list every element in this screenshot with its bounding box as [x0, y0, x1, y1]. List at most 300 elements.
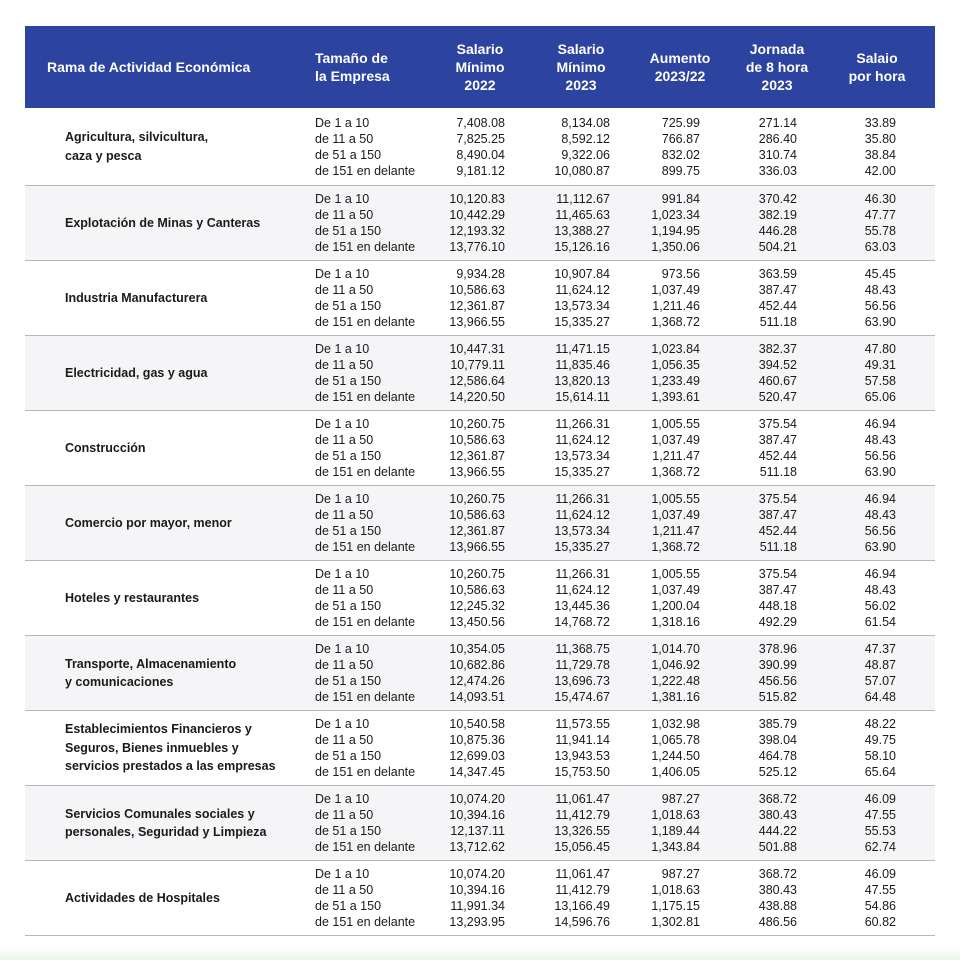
table-row — [25, 282, 935, 298]
activity-group — [25, 411, 935, 486]
daily-wage-cell: 398.04 — [758, 733, 797, 747]
table-row — [25, 764, 935, 780]
min-salary-2023-cell: 8,592.12 — [561, 132, 610, 146]
min-salary-2023-cell: 8,134.08 — [561, 116, 610, 130]
company-size-cell: de 151 en delante — [315, 615, 416, 629]
daily-wage-cell: 387.47 — [758, 583, 797, 597]
activity-branch-label: Servicios Comunales sociales y personales, Seguridad y Limpieza — [65, 806, 267, 839]
daily-wage-cell: 452.44 — [758, 524, 797, 538]
company-size-cell: de 51 a 150 — [315, 749, 382, 763]
table-row — [25, 373, 935, 389]
min-salary-2022-cell: 10,354.05 — [449, 642, 505, 656]
company-size-cell: de 51 a 150 — [315, 374, 382, 388]
min-salary-2022-cell: 13,966.55 — [449, 465, 505, 479]
increase-cell: 1,244.50 — [651, 749, 700, 763]
increase-cell: 1,194.95 — [651, 224, 700, 238]
min-salary-2023-cell: 11,061.47 — [555, 867, 610, 881]
table-row — [25, 266, 935, 282]
daily-wage-cell: 525.12 — [758, 765, 797, 779]
activity-group — [25, 561, 935, 636]
min-salary-2023-cell: 11,941.14 — [555, 733, 610, 747]
min-salary-2023-cell: 15,126.16 — [554, 240, 610, 254]
table-row — [25, 464, 935, 480]
increase-cell: 1,368.72 — [651, 315, 700, 329]
company-size-cell: de 11 a 50 — [315, 208, 374, 222]
min-salary-2022-cell: 14,220.50 — [449, 390, 505, 404]
company-size-cell: de 11 a 50 — [315, 733, 374, 747]
increase-cell: 832.02 — [661, 148, 700, 162]
increase-cell: 1,233.49 — [651, 374, 700, 388]
increase-cell: 1,037.49 — [651, 283, 700, 297]
table-row — [25, 314, 935, 330]
increase-cell: 1,018.63 — [651, 808, 700, 822]
hourly-wage-cell: 48.43 — [864, 583, 896, 597]
header-hourly-salary: Salaio por hora — [848, 50, 906, 84]
daily-wage-cell: 378.96 — [758, 642, 797, 656]
activity-group — [25, 786, 935, 861]
min-salary-2022-cell: 10,260.75 — [449, 567, 505, 581]
company-size-cell: De 1 a 10 — [315, 492, 370, 506]
daily-wage-cell: 390.99 — [758, 658, 797, 672]
daily-wage-cell: 363.59 — [758, 267, 797, 281]
min-salary-2022-cell: 12,137.11 — [450, 824, 505, 838]
table-row — [25, 614, 935, 630]
header-min-salary-2023: Salario Mínimo 2023 — [556, 41, 606, 93]
min-salary-2022-cell: 12,361.87 — [449, 524, 505, 538]
table-header — [25, 26, 935, 108]
increase-cell: 1,032.98 — [651, 717, 700, 731]
hourly-wage-cell: 46.94 — [864, 492, 896, 506]
daily-wage-cell: 452.44 — [758, 299, 797, 313]
hourly-wage-cell: 63.90 — [864, 465, 896, 479]
table-row — [25, 657, 935, 673]
min-salary-2022-cell: 12,699.03 — [449, 749, 505, 763]
min-salary-2023-cell: 15,614.11 — [555, 390, 610, 404]
company-size-cell: de 51 a 150 — [315, 599, 382, 613]
increase-cell: 1,211.46 — [652, 299, 700, 313]
min-salary-2023-cell: 11,624.12 — [555, 433, 610, 447]
min-salary-2023-cell: 11,624.12 — [555, 508, 610, 522]
min-salary-2023-cell: 15,335.27 — [554, 465, 610, 479]
increase-cell: 1,211.47 — [652, 449, 700, 463]
hourly-wage-cell: 42.00 — [864, 164, 896, 178]
activity-branch-label: Industria Manufacturera — [65, 290, 208, 305]
min-salary-2023-cell: 13,388.27 — [554, 224, 610, 238]
hourly-wage-cell: 48.22 — [864, 717, 896, 731]
daily-wage-cell: 464.78 — [758, 749, 797, 763]
increase-cell: 1,018.63 — [651, 883, 700, 897]
hourly-wage-cell: 63.90 — [864, 315, 896, 329]
increase-cell: 1,014.70 — [651, 642, 700, 656]
table-row — [25, 791, 935, 807]
hourly-wage-cell: 46.94 — [864, 417, 896, 431]
table-row — [25, 357, 935, 373]
company-size-cell: de 11 a 50 — [315, 283, 374, 297]
company-size-cell: de 11 a 50 — [315, 808, 374, 822]
daily-wage-cell: 387.47 — [758, 433, 797, 447]
table-row — [25, 566, 935, 582]
min-salary-2022-cell: 10,394.16 — [449, 808, 505, 822]
min-salary-2023-cell: 13,166.49 — [554, 899, 610, 913]
table-row — [25, 207, 935, 223]
min-salary-2022-cell: 12,474.26 — [449, 674, 505, 688]
min-salary-2023-cell: 13,820.13 — [554, 374, 610, 388]
min-salary-2022-cell: 10,074.20 — [449, 867, 505, 881]
hourly-wage-cell: 46.94 — [864, 567, 896, 581]
activity-branch-label: Comercio por mayor, menor — [65, 515, 232, 530]
table-row — [25, 389, 935, 405]
hourly-wage-cell: 56.56 — [864, 524, 896, 538]
increase-cell: 1,175.15 — [651, 899, 700, 913]
hourly-wage-cell: 58.10 — [864, 749, 896, 763]
hourly-wage-cell: 35.80 — [864, 132, 896, 146]
increase-cell: 1,005.55 — [651, 492, 700, 506]
hourly-wage-cell: 48.87 — [864, 658, 896, 672]
activity-branch-label: Agricultura, silvicultura, caza y pesca — [65, 130, 209, 163]
min-salary-2022-cell: 12,586.64 — [449, 374, 505, 388]
min-salary-2023-cell: 11,471.15 — [555, 342, 610, 356]
table-row — [25, 582, 935, 598]
hourly-wage-cell: 55.78 — [864, 224, 896, 238]
min-salary-2023-cell: 13,696.73 — [554, 674, 610, 688]
min-salary-2022-cell: 10,875.36 — [449, 733, 505, 747]
table-row — [25, 898, 935, 914]
activity-group — [25, 108, 935, 186]
company-size-cell: de 151 en delante — [315, 915, 416, 929]
min-salary-2023-cell: 13,326.55 — [554, 824, 610, 838]
daily-wage-cell: 382.19 — [758, 208, 797, 222]
table-row — [25, 223, 935, 239]
min-salary-2023-cell: 15,335.27 — [554, 315, 610, 329]
daily-wage-cell: 370.42 — [758, 192, 797, 206]
min-salary-2022-cell: 10,260.75 — [449, 492, 505, 506]
min-salary-2022-cell: 10,260.75 — [449, 417, 505, 431]
company-size-cell: De 1 a 10 — [315, 417, 370, 431]
activity-group — [25, 336, 935, 411]
header-branch: Rama de Actividad Económica — [47, 59, 251, 75]
daily-wage-cell: 394.52 — [758, 358, 797, 372]
min-salary-2023-cell: 14,596.76 — [554, 915, 610, 929]
daily-wage-cell: 375.54 — [758, 492, 797, 506]
increase-cell: 973.56 — [661, 267, 700, 281]
min-salary-2022-cell: 10,682.86 — [449, 658, 505, 672]
min-salary-2023-cell: 15,056.45 — [554, 840, 610, 854]
table-row — [25, 914, 935, 930]
table-row — [25, 416, 935, 432]
company-size-cell: de 11 a 50 — [315, 883, 374, 897]
daily-wage-cell: 460.67 — [758, 374, 797, 388]
min-salary-2022-cell: 10,779.11 — [450, 358, 505, 372]
company-size-cell: de 151 en delante — [315, 765, 416, 779]
increase-cell: 899.75 — [661, 164, 700, 178]
min-salary-2022-cell: 10,586.63 — [449, 283, 505, 297]
table-row — [25, 807, 935, 823]
company-size-cell: De 1 a 10 — [315, 116, 370, 130]
table-row — [25, 507, 935, 523]
min-salary-2023-cell: 11,624.12 — [555, 583, 610, 597]
company-size-cell: de 51 a 150 — [315, 899, 382, 913]
company-size-cell: de 151 en delante — [315, 540, 416, 554]
min-salary-2022-cell: 10,540.58 — [449, 717, 505, 731]
min-salary-2022-cell: 13,293.95 — [449, 915, 505, 929]
activity-branch-label: Actividades de Hospitales — [65, 890, 220, 905]
hourly-wage-cell: 47.77 — [864, 208, 896, 222]
company-size-cell: de 51 a 150 — [315, 148, 382, 162]
table-body — [25, 108, 935, 936]
increase-cell: 1,368.72 — [651, 540, 700, 554]
bottom-shade — [0, 948, 960, 960]
company-size-cell: De 1 a 10 — [315, 192, 370, 206]
header-8-hour-day: Jornada de 8 hora 2023 — [745, 41, 809, 93]
daily-wage-cell: 380.43 — [758, 808, 797, 822]
min-salary-2022-cell: 7,408.08 — [456, 116, 505, 130]
min-salary-2023-cell: 11,465.63 — [555, 208, 610, 222]
min-salary-2022-cell: 10,586.63 — [449, 583, 505, 597]
daily-wage-cell: 448.18 — [758, 599, 797, 613]
increase-cell: 1,381.16 — [651, 690, 700, 704]
hourly-wage-cell: 56.02 — [864, 599, 896, 613]
min-salary-2022-cell: 10,394.16 — [449, 883, 505, 897]
increase-cell: 987.27 — [661, 792, 700, 806]
min-salary-2023-cell: 15,335.27 — [554, 540, 610, 554]
daily-wage-cell: 271.14 — [758, 116, 797, 130]
activity-branch-label: Hoteles y restaurantes — [65, 590, 200, 605]
min-salary-2023-cell: 15,753.50 — [554, 765, 610, 779]
increase-cell: 1,005.55 — [651, 567, 700, 581]
min-salary-2023-cell: 11,112.67 — [556, 192, 610, 206]
min-salary-2023-cell: 13,573.34 — [554, 449, 610, 463]
min-salary-2022-cell: 13,966.55 — [449, 540, 505, 554]
min-salary-2022-cell: 14,347.45 — [449, 765, 505, 779]
min-salary-2023-cell: 11,624.12 — [555, 283, 610, 297]
hourly-wage-cell: 57.07 — [864, 674, 896, 688]
company-size-cell: de 51 a 150 — [315, 224, 382, 238]
daily-wage-cell: 515.82 — [758, 690, 797, 704]
table-row — [25, 882, 935, 898]
increase-cell: 725.99 — [661, 116, 700, 130]
table-row — [25, 448, 935, 464]
hourly-wage-cell: 47.80 — [864, 342, 896, 356]
increase-cell: 1,211.47 — [652, 524, 700, 538]
table-row — [25, 641, 935, 657]
daily-wage-cell: 452.44 — [758, 449, 797, 463]
activity-group — [25, 486, 935, 561]
company-size-cell: de 11 a 50 — [315, 358, 374, 372]
company-size-cell: de 11 a 50 — [315, 508, 374, 522]
daily-wage-cell: 501.88 — [758, 840, 797, 854]
company-size-cell: de 51 a 150 — [315, 824, 382, 838]
company-size-cell: de 51 a 150 — [315, 674, 382, 688]
company-size-cell: de 11 a 50 — [315, 433, 374, 447]
hourly-wage-cell: 54.86 — [864, 899, 896, 913]
min-salary-2022-cell: 10,442.29 — [449, 208, 505, 222]
min-salary-2023-cell: 13,573.34 — [554, 299, 610, 313]
min-salary-2022-cell: 9,181.12 — [456, 164, 505, 178]
daily-wage-cell: 310.74 — [758, 148, 797, 162]
increase-cell: 987.27 — [661, 867, 700, 881]
daily-wage-cell: 456.56 — [758, 674, 797, 688]
increase-cell: 1,343.84 — [651, 840, 700, 854]
company-size-cell: de 11 a 50 — [315, 583, 374, 597]
company-size-cell: de 11 a 50 — [315, 658, 374, 672]
daily-wage-cell: 446.28 — [758, 224, 797, 238]
min-salary-2022-cell: 12,245.32 — [449, 599, 505, 613]
hourly-wage-cell: 56.56 — [864, 449, 896, 463]
min-salary-2022-cell: 13,966.55 — [449, 315, 505, 329]
hourly-wage-cell: 38.84 — [864, 148, 896, 162]
activity-branch-label: Construcción — [65, 440, 146, 455]
increase-cell: 1,302.81 — [651, 915, 700, 929]
table-row — [25, 239, 935, 255]
min-salary-2023-cell: 10,080.87 — [554, 164, 610, 178]
activity-group — [25, 711, 935, 786]
min-salary-2023-cell: 11,412.79 — [555, 883, 610, 897]
hourly-wage-cell: 47.55 — [864, 808, 896, 822]
increase-cell: 1,393.61 — [651, 390, 700, 404]
min-salary-2023-cell: 11,729.78 — [555, 658, 610, 672]
table-row — [25, 491, 935, 507]
table-row — [25, 523, 935, 539]
daily-wage-cell: 520.47 — [758, 390, 797, 404]
hourly-wage-cell: 48.43 — [864, 433, 896, 447]
daily-wage-cell: 511.18 — [759, 540, 797, 554]
increase-cell: 1,189.44 — [651, 824, 700, 838]
min-salary-2022-cell: 8,490.04 — [456, 148, 505, 162]
min-salary-2023-cell: 11,412.79 — [555, 808, 610, 822]
min-salary-2023-cell: 9,322.06 — [561, 148, 610, 162]
min-salary-2022-cell: 9,934.28 — [456, 267, 505, 281]
min-salary-2022-cell: 13,776.10 — [449, 240, 505, 254]
company-size-cell: de 51 a 150 — [315, 299, 382, 313]
hourly-wage-cell: 48.43 — [864, 283, 896, 297]
increase-cell: 1,037.49 — [651, 433, 700, 447]
table-row — [25, 689, 935, 705]
increase-cell: 1,005.55 — [651, 417, 700, 431]
hourly-wage-cell: 46.30 — [864, 192, 896, 206]
daily-wage-cell: 375.54 — [758, 417, 797, 431]
min-salary-2023-cell: 11,368.75 — [555, 642, 610, 656]
table-row — [25, 539, 935, 555]
hourly-wage-cell: 64.48 — [864, 690, 896, 704]
daily-wage-cell: 444.22 — [758, 824, 797, 838]
hourly-wage-cell: 46.09 — [864, 792, 896, 806]
daily-wage-cell: 504.21 — [758, 240, 797, 254]
hourly-wage-cell: 63.03 — [864, 240, 896, 254]
company-size-cell: De 1 a 10 — [315, 867, 370, 881]
increase-cell: 1,222.48 — [651, 674, 700, 688]
company-size-cell: de 11 a 50 — [315, 132, 374, 146]
increase-cell: 1,046.92 — [651, 658, 700, 672]
daily-wage-cell: 382.37 — [758, 342, 797, 356]
table-row — [25, 147, 935, 163]
min-salary-2023-cell: 10,907.84 — [554, 267, 610, 281]
hourly-wage-cell: 49.31 — [864, 358, 896, 372]
activity-branch-label: Transporte, Almacenamiento y comunicaciones — [65, 656, 237, 689]
increase-cell: 1,065.78 — [651, 733, 700, 747]
min-salary-2023-cell: 13,445.36 — [554, 599, 610, 613]
table-row — [25, 298, 935, 314]
activity-group — [25, 636, 935, 711]
hourly-wage-cell: 62.74 — [864, 840, 896, 854]
activity-group — [25, 186, 935, 261]
daily-wage-cell: 438.88 — [758, 899, 797, 913]
activity-branch-label: Explotación de Minas y Canteras — [65, 215, 261, 230]
daily-wage-cell: 511.18 — [759, 465, 797, 479]
daily-wage-cell: 286.40 — [758, 132, 797, 146]
min-salary-2022-cell: 10,447.31 — [449, 342, 505, 356]
increase-cell: 1,368.72 — [651, 465, 700, 479]
table-row — [25, 823, 935, 839]
min-salary-2022-cell: 10,586.63 — [449, 508, 505, 522]
header-min-salary-2022: Salario Mínimo 2022 — [455, 41, 505, 93]
table-row — [25, 839, 935, 855]
hourly-wage-cell: 47.37 — [864, 642, 896, 656]
table-row — [25, 131, 935, 147]
table-row — [25, 716, 935, 732]
min-salary-2023-cell: 11,266.31 — [555, 492, 610, 506]
min-salary-2023-cell: 13,943.53 — [554, 749, 610, 763]
table-row — [25, 341, 935, 357]
hourly-wage-cell: 56.56 — [864, 299, 896, 313]
company-size-cell: de 151 en delante — [315, 315, 416, 329]
daily-wage-cell: 492.29 — [758, 615, 797, 629]
company-size-cell: De 1 a 10 — [315, 792, 370, 806]
min-salary-2022-cell: 10,074.20 — [449, 792, 505, 806]
increase-cell: 1,037.49 — [651, 583, 700, 597]
increase-cell: 1,406.05 — [651, 765, 700, 779]
company-size-cell: de 151 en delante — [315, 690, 416, 704]
hourly-wage-cell: 49.75 — [864, 733, 896, 747]
daily-wage-cell: 375.54 — [758, 567, 797, 581]
min-salary-2022-cell: 7,825.25 — [456, 132, 505, 146]
table-row — [25, 598, 935, 614]
table-row — [25, 432, 935, 448]
hourly-wage-cell: 45.45 — [864, 267, 896, 281]
activity-group — [25, 261, 935, 336]
daily-wage-cell: 368.72 — [758, 867, 797, 881]
table-row — [25, 866, 935, 882]
activity-branch-label: Electricidad, gas y agua — [65, 365, 208, 380]
min-salary-2023-cell: 11,061.47 — [555, 792, 610, 806]
daily-wage-cell: 486.56 — [758, 915, 797, 929]
table-row — [25, 115, 935, 131]
min-salary-2023-cell: 15,474.67 — [554, 690, 610, 704]
daily-wage-cell: 511.18 — [759, 315, 797, 329]
min-salary-2023-cell: 14,768.72 — [554, 615, 610, 629]
company-size-cell: de 151 en delante — [315, 240, 416, 254]
increase-cell: 1,350.06 — [651, 240, 700, 254]
header-company-size: Tamaño de la Empresa — [315, 50, 390, 84]
min-salary-2022-cell: 13,450.56 — [449, 615, 505, 629]
min-salary-2022-cell: 11,991.34 — [450, 899, 505, 913]
company-size-cell: de 151 en delante — [315, 840, 416, 854]
header-increase: Aumento 2023/22 — [649, 50, 711, 84]
hourly-wage-cell: 60.82 — [864, 915, 896, 929]
company-size-cell: de 51 a 150 — [315, 524, 382, 538]
company-size-cell: De 1 a 10 — [315, 342, 370, 356]
table-row — [25, 732, 935, 748]
hourly-wage-cell: 48.43 — [864, 508, 896, 522]
hourly-wage-cell: 65.06 — [864, 390, 896, 404]
company-size-cell: De 1 a 10 — [315, 717, 370, 731]
daily-wage-cell: 380.43 — [758, 883, 797, 897]
min-salary-2022-cell: 12,361.87 — [449, 299, 505, 313]
min-salary-2023-cell: 11,835.46 — [555, 358, 610, 372]
daily-wage-cell: 368.72 — [758, 792, 797, 806]
increase-cell: 1,200.04 — [651, 599, 700, 613]
increase-cell: 1,023.34 — [651, 208, 700, 222]
hourly-wage-cell: 33.89 — [864, 116, 896, 130]
